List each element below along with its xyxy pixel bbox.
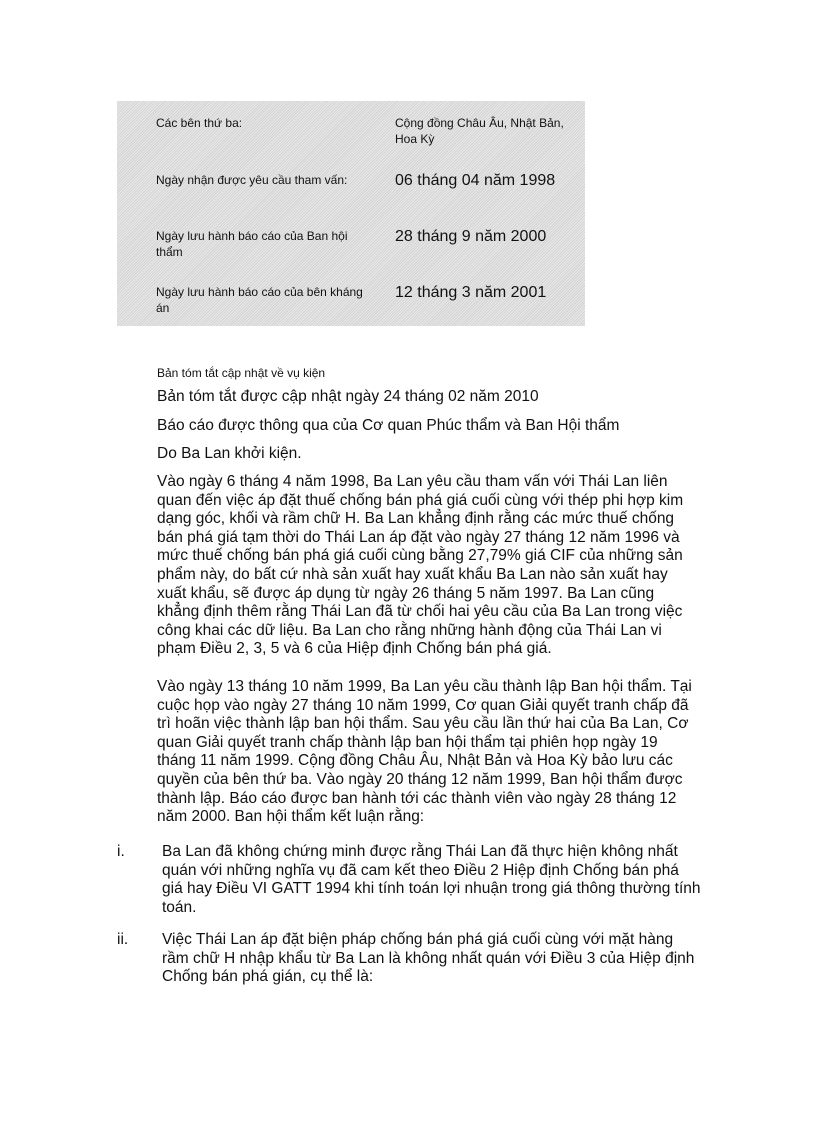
appellate-report-date-label: Ngày lưu hành báo cáo của bên kháng án: [156, 285, 363, 315]
panel-report-date-value: 28 tháng 9 năm 2000: [395, 228, 547, 245]
appellate-report-date-value: 12 tháng 3 năm 2001: [395, 284, 547, 301]
third-parties-label: Các bên thứ ba:: [156, 116, 243, 130]
paragraph-reports-adopted: Báo cáo được thông qua của Cơ quan Phúc thẩm và Ban Hội thẩm: [157, 417, 620, 434]
list-item-text: Ba Lan đã không chứng minh được rằng Thái Lan đã thực hiện không nhất quán với những nghĩa vụ đã cam kết theo Điều 2 Hiệp định Chống bán phá giá hay Điều VI GATT 1994 khi tính toán lợi nhuận trong giá thông thường tính toán.: [162, 843, 701, 916]
list-marker: i.: [117, 843, 125, 860]
paragraph-consultation: Vào ngày 6 tháng 4 năm 1998, Ba Lan yêu cầu tham vấn với Thái Lan liên quan đến việc áp đặt thuế chống bán phá giá cuối cùng với thép phi hợp kim dạng góc, khối và rầm chữ H. Ba Lan khẳng định rằng các mức thuế chống bán phá giá tạm thời do Thái Lan áp đặt vào ngày 27 tháng 12 năm 1996 và mức thuế chống bán phá giá cuối cùng bằng 27,79% giá CIF của những sản phẩm này, do bất cứ nhà sản xuất hay xuất khẩu Ba Lan nào sản xuất hay xuất khẩu, sẽ được áp dụng từ ngày 26 tháng 5 năm 1997. Ba Lan cũng khẳng định thêm rằng Thái Lan đã từ chối hai yêu cầu của Ba Lan trong việc công khai các dữ liệu. Ba Lan cho rằng những hành động của Thái Lan vi phạm Điều 2, 3, 5 và 6 của Hiệp định Chống bán phá giá.: [157, 473, 684, 658]
list-item-text: Việc Thái Lan áp đặt biện pháp chống bán phá giá cuối cùng với mặt hàng rầm chữ H nhập khẩu từ Ba Lan là không nhất quán với Điều 3 của Hiệp định Chống bán phá gián, cụ thể là:: [162, 931, 695, 986]
consultation-request-date-label: Ngày nhận được yêu cầu tham vấn:: [156, 173, 348, 187]
summary-heading: Bản tóm tắt cập nhật về vụ kiện: [157, 366, 326, 380]
third-parties-value: Cộng đồng Châu Âu, Nhật Bản, Hoa Kỳ: [395, 116, 564, 146]
list-marker: ii.: [117, 931, 129, 948]
paragraph-panel-establishment: Vào ngày 13 tháng 10 năm 1999, Ba Lan yêu cầu thành lập Ban hội thẩm. Tại cuộc họp vào ngày 27 tháng 10 năm 1999, Cơ quan Giải quyết tranh chấp đã trì hoãn việc thành lập ban hội thẩm. Sau yêu cầu lần thứ hai của Ba Lan, Cơ quan Giải quyết tranh chấp thành lập ban hội thẩm tại phiên họp ngày 19 tháng 11 năm 1999. Cộng đồng Châu Âu, Nhật Bản và Hoa Kỳ bảo lưu các quyền của bên thứ ba. Vào ngày 20 tháng 12 năm 1999, Ban hội thẩm được thành lập. Báo cáo được ban hành tới các thành viên vào ngày 28 tháng 12 năm 2000. Ban hội thẩm kết luận rằng:: [157, 678, 692, 826]
panel-report-date-label: Ngày lưu hành báo cáo của Ban hội thẩm: [156, 229, 348, 259]
paragraph-updated-date: Bản tóm tắt được cập nhật ngày 24 tháng 02 năm 2010: [157, 388, 539, 405]
paragraph-complainant: Do Ba Lan khởi kiện.: [157, 445, 302, 462]
consultation-request-date-value: 06 tháng 04 năm 1998: [395, 172, 556, 189]
